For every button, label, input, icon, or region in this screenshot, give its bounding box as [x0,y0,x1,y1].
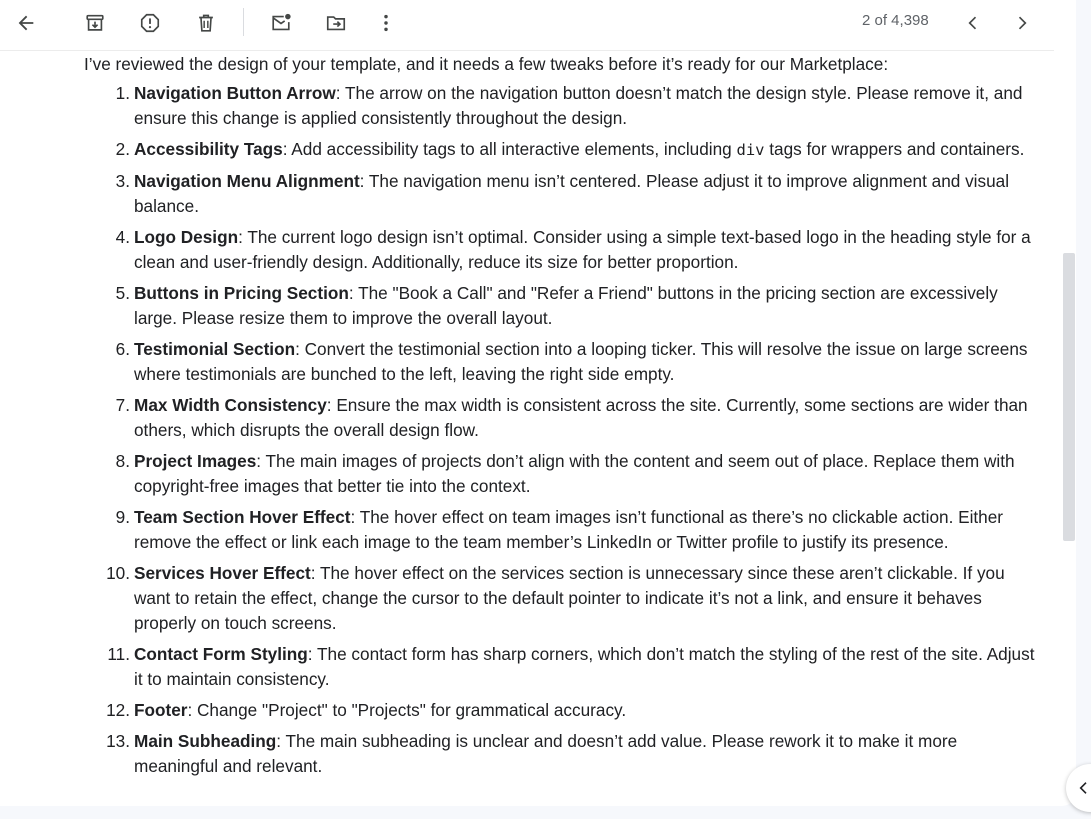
item-text: : The "Book a Call" and "Refer a Friend" buttons in the pricing section are excessively large. Please resize them to improve the overall layout. [134,283,998,328]
item-title: Navigation Button Arrow [134,83,336,103]
item-text: : The hover effect on team images isn’t functional as there’s no clickable action. Either remove the effect or link each image to the team member’s LinkedIn or Twitter profile to justify its presence. [134,507,1004,552]
item-title: Project Images [134,451,257,471]
item-number: 7. [115,395,130,415]
item-title: Services Hover Effect [134,563,311,583]
list-item [84,393,1044,443]
item-number: 13. [106,731,130,751]
item-number: 1. [115,83,130,103]
list-item [84,642,1044,692]
list-item [84,505,1044,555]
item-text: : Ensure the max width is consistent across the site. Currently, some sections are wider than others, which disrupts the overall design flow. [134,395,1028,440]
item-title: Testimonial Section [134,339,296,359]
item-number: 3. [115,171,130,191]
item-text-continued: tags for wrappers and containers. [764,139,1025,159]
item-title: Logo Design [134,227,239,247]
item-title: Main Subheading [134,731,277,751]
mark-unread-icon [270,12,292,34]
item-number: 8. [115,451,130,471]
item-title: Footer [134,700,188,720]
item-number: 10. [106,563,130,583]
item-title: Navigation Menu Alignment [134,171,360,191]
more-options-icon [375,12,397,34]
list-item [84,81,1044,131]
list-item [84,698,1044,723]
mark-unread-button[interactable] [261,3,301,43]
item-title: Contact Form Styling [134,644,308,664]
back-button[interactable] [6,3,46,43]
item-text: : Change "Project" to "Projects" for grammatical accuracy. [187,700,627,720]
chevron-right-icon [1012,13,1032,33]
item-number: 6. [115,339,130,359]
item-text: : The navigation menu isn’t centered. Please adjust it to improve alignment and visual balance. [134,171,1010,216]
pager-count: 2 of 4,398 [862,12,929,29]
item-title: Max Width Consistency [134,395,327,415]
item-text: : The hover effect on the services section is unnecessary since these aren’t clickable. If you want to retain the effect, change the cursor to the default pointer to indicate it’s not a link, and ensure it behaves properly on touch screens. [134,563,1005,633]
item-title: Accessibility Tags [134,139,283,159]
move-to-icon [325,12,347,34]
item-text: : The main images of projects don’t align with the content and seem out of place. Replace them with copyright-free images that better tie into the context. [134,451,1015,496]
feedback-list [84,81,1044,779]
archive-icon [84,12,106,34]
item-text: : The main subheading is unclear and doesn’t add value. Please rework it to make it more meaningful and relevant. [134,731,958,776]
item-number: 9. [115,507,130,527]
message-body [84,52,1044,785]
chevron-left-icon [1076,780,1091,796]
list-item [84,225,1044,275]
report-spam-icon [139,12,161,34]
list-item [84,449,1044,499]
item-text: : The contact form has sharp corners, which don’t match the styling of the rest of the site. Adjust it to maintain consistency. [134,644,1035,689]
intro-paragraph: I’ve reviewed the design of your template, and it needs a few tweaks before it’s ready for our Marketplace: [84,54,889,74]
delete-button[interactable] [186,3,226,43]
report-spam-button[interactable] [130,3,170,43]
message-toolbar [0,0,1054,51]
move-to-button[interactable] [316,3,356,43]
item-text: : Convert the testimonial section into a looping ticker. This will resolve the issue on large screens where testimonials are bunched to the left, leaving the right side empty. [134,339,1028,384]
list-item [84,561,1044,636]
newer-message-button[interactable] [1002,3,1042,43]
delete-icon [195,12,217,34]
list-item [84,729,1044,779]
chevron-left-icon [963,13,983,33]
item-title: Team Section Hover Effect [134,507,351,527]
back-arrow-icon [15,12,37,34]
item-number: 2. [115,139,130,159]
item-number: 4. [115,227,130,247]
list-item [84,337,1044,387]
inline-code: div [736,141,765,159]
item-number: 12. [106,700,130,720]
toolbar-divider [243,8,244,36]
item-title: Buttons in Pricing Section [134,283,349,303]
item-number: 5. [115,283,130,303]
list-item [84,281,1044,331]
archive-button[interactable] [75,3,115,43]
item-text: : The arrow on the navigation button doesn’t match the design style. Please remove it, and ensure this change is applied consistently throughout the design. [134,83,1023,128]
list-item [84,169,1044,219]
item-number: 11. [107,644,130,664]
more-options-button[interactable] [366,3,406,43]
item-text: : Add accessibility tags to all interactive elements, including [282,139,737,159]
item-text: : The current logo design isn’t optimal. Consider using a simple text-based logo in the heading style for a clean and user-friendly design. Additionally, reduce its size for better proportion. [134,227,1031,272]
scrollbar-thumb[interactable] [1063,253,1075,541]
older-message-button[interactable] [953,3,993,43]
list-item [84,137,1044,163]
